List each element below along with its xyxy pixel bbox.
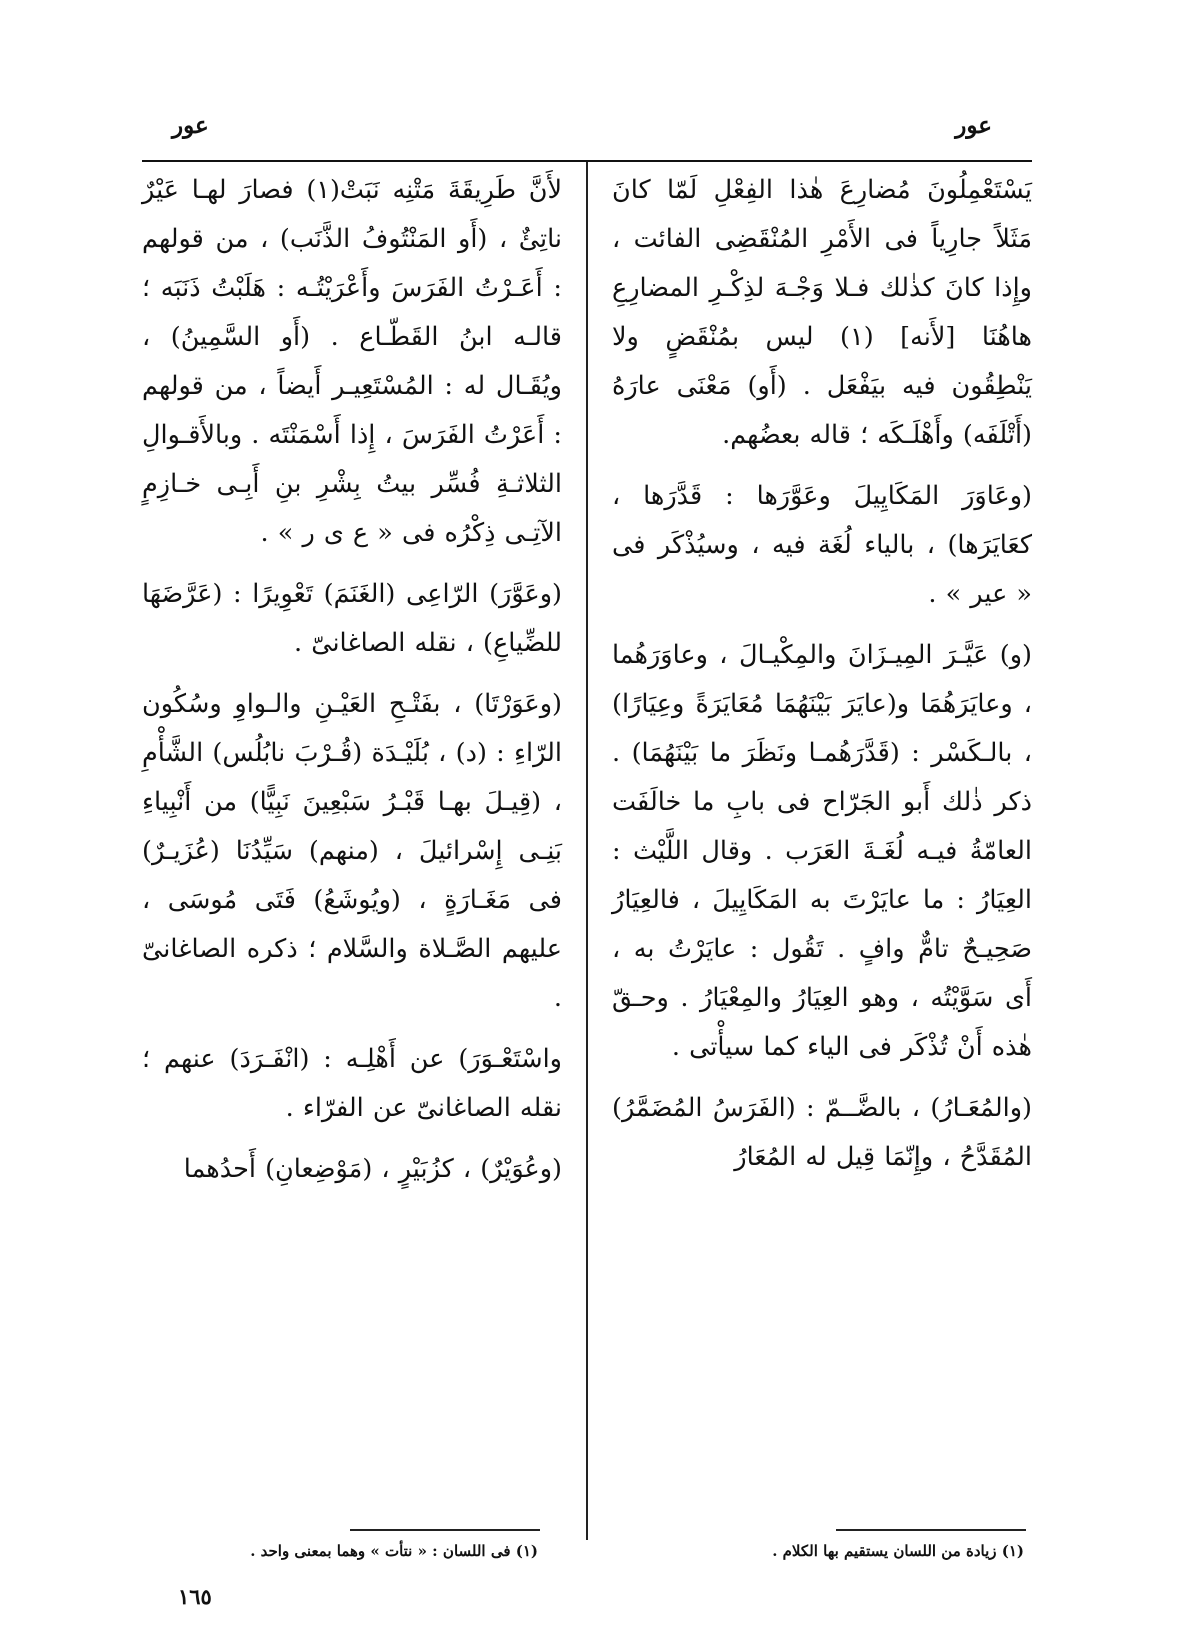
footnote-rule-left [350, 1529, 540, 1531]
paragraph: (وعُوَيْرٌ) ، كزُبَيْرٍ ، (مَوْضِعانِ) أَحدُهما [183, 1154, 562, 1184]
paragraph: لأَنَّ طَرِيقَةَ مَتْنِه نَبَتْ(١) فصارَ لهـا عَيْرٌ ناتِئٌ ، (أَو المَنْتُوفُ الذَّنَب) ، من قولهم : أَعَـرْتُ الفَرَسَ وأَعْرَيْتُـه : هَلَبْتُ ذَنَبَه ؛ قالـه ابنُ القَطّـاع . (أَو السَّمِينُ) ، ويُقَـال له : المُسْتَعِيـر أَيضاً ، من قولهم : أَعَرْتُ الفَرَسَ ، إِذا أَسْمَنْتَه . وبالأَقـوالِ الثلاثـةِ فُسِّر بيتُ بِشْرِ بنِ أَبِـى خـازِمٍ الآتِـى ذِكْرُه فى « ع ى ر » . [142, 175, 562, 548]
footnote-left: (١) فى اللسان : « نتأت » وهما بمعنى واحد . [250, 1542, 538, 1560]
paragraph: (وعَاوَرَ المَكَايِيلَ وعَوَّرَها : قَدَّرَها ، كعَايَرَها) ، بالياء لُغَة فيه ، وسيُذْكَر فى « عير » . [612, 481, 1032, 609]
paragraph: (وعَوَّرَ) الرّاعِى (الغَنَمَ) تَعْوِيرًا : (عَرَّضَهَا للضِّياعِ) ، نقله الصاغانىّ . [142, 579, 562, 658]
column-divider [586, 162, 588, 1540]
footnote-right: (١) زيادة من اللسان يستقيم بها الكلام . [772, 1542, 1024, 1560]
paragraph: (وعَوَرْتَا) ، بفَتْـحِ العَيْـنِ والـواوِ وسُكُون الرّاءِ : (د) ، بُلَيْـدَة (قُـرْبَ نابُلُس) الشَّأْمِ ، (قِيـلَ بهـا قَبْـرُ سَبْعِينَ نَبِيًّا) من أَنْبِياءِ بَنِـى إِسْرائيلَ ، (منهم) سَيِّدُنَا (عُزَيـرٌ) فى مَغَـارَةٍ ، (ويُوشَعُ) فَتَى مُوسَى ، عليهم الصَّـلاة والسَّلام ؛ ذكره الصاغانىّ . [142, 689, 562, 1013]
right-column [612, 166, 1032, 1194]
running-header-right: عور [955, 112, 992, 139]
paragraph: يَسْتَعْمِلُونَ مُضارِعَ هٰذا الفِعْلِ لَمّا كانَ مَثَلاً جارِياً فى الأَمْرِ المُنْقَضِى الفائت ، وإِذا كانَ كذٰلك فـلا وَجْـهَ لذِكْـرِ المضارِعِ هاهُنَا [لأَنه] (١) ليس بمُنْقَضٍ ولا يَنْطِقُون فيه بيَفْعَل . (أَو) مَعْنَى عارَهُ (أَتْلَفَه) وأَهْلَـكَه ؛ قاله بعضُهم. [612, 175, 1032, 450]
paragraph: واسْتَعْـوَرَ) عن أَهْلِـه : (انْفَـرَدَ) عنهم ؛ نقله الصاغانىّ عن الفرّاء . [142, 1044, 562, 1123]
running-header-left: عور [172, 112, 209, 139]
page-number: ١٦٥ [178, 1584, 212, 1609]
footnote-rule-right [836, 1529, 1026, 1531]
paragraph: (والمُعَـارُ) ، بالضَّــمّ : (الفَرَسُ المُضَمَّرُ) المُقَدَّحُ ، وإِنّمَا قِيل له المُعَارُ [612, 1093, 1032, 1172]
paragraph: (و) عَيَّـرَ المِيـزَانَ والمِكْيـالَ ، وعاوَرَهُما ، وعايَرَهُمَا و(عايَرَ بَيْنَهُمَا مُعَايَرَةً وعِيَارًا) ، بالـكَسْر : (قَدَّرَهُمـا ونَظَرَ ما بَيْنَهُمَا) . ذكر ذٰلك أَبو الجَرّاح فى بابِ ما خالَفَت العامّةُ فيـه لُغَـةَ العَرَب . وقال اللَّيْث : العِيَارُ : ما عايَرْتَ به المَكَايِيلَ ، فالعِيَارُ صَحِيـحٌ تامٌّ وافٍ . تَقُول : عايَرْتُ به ، أَى سَوَّيْتُه ، وهو العِيَارُ والمِعْيَارُ . وحـقّ هٰذه أَنْ تُذْكَر فى الياء كما سيأْتى . [612, 640, 1032, 1062]
left-column [142, 166, 562, 1206]
